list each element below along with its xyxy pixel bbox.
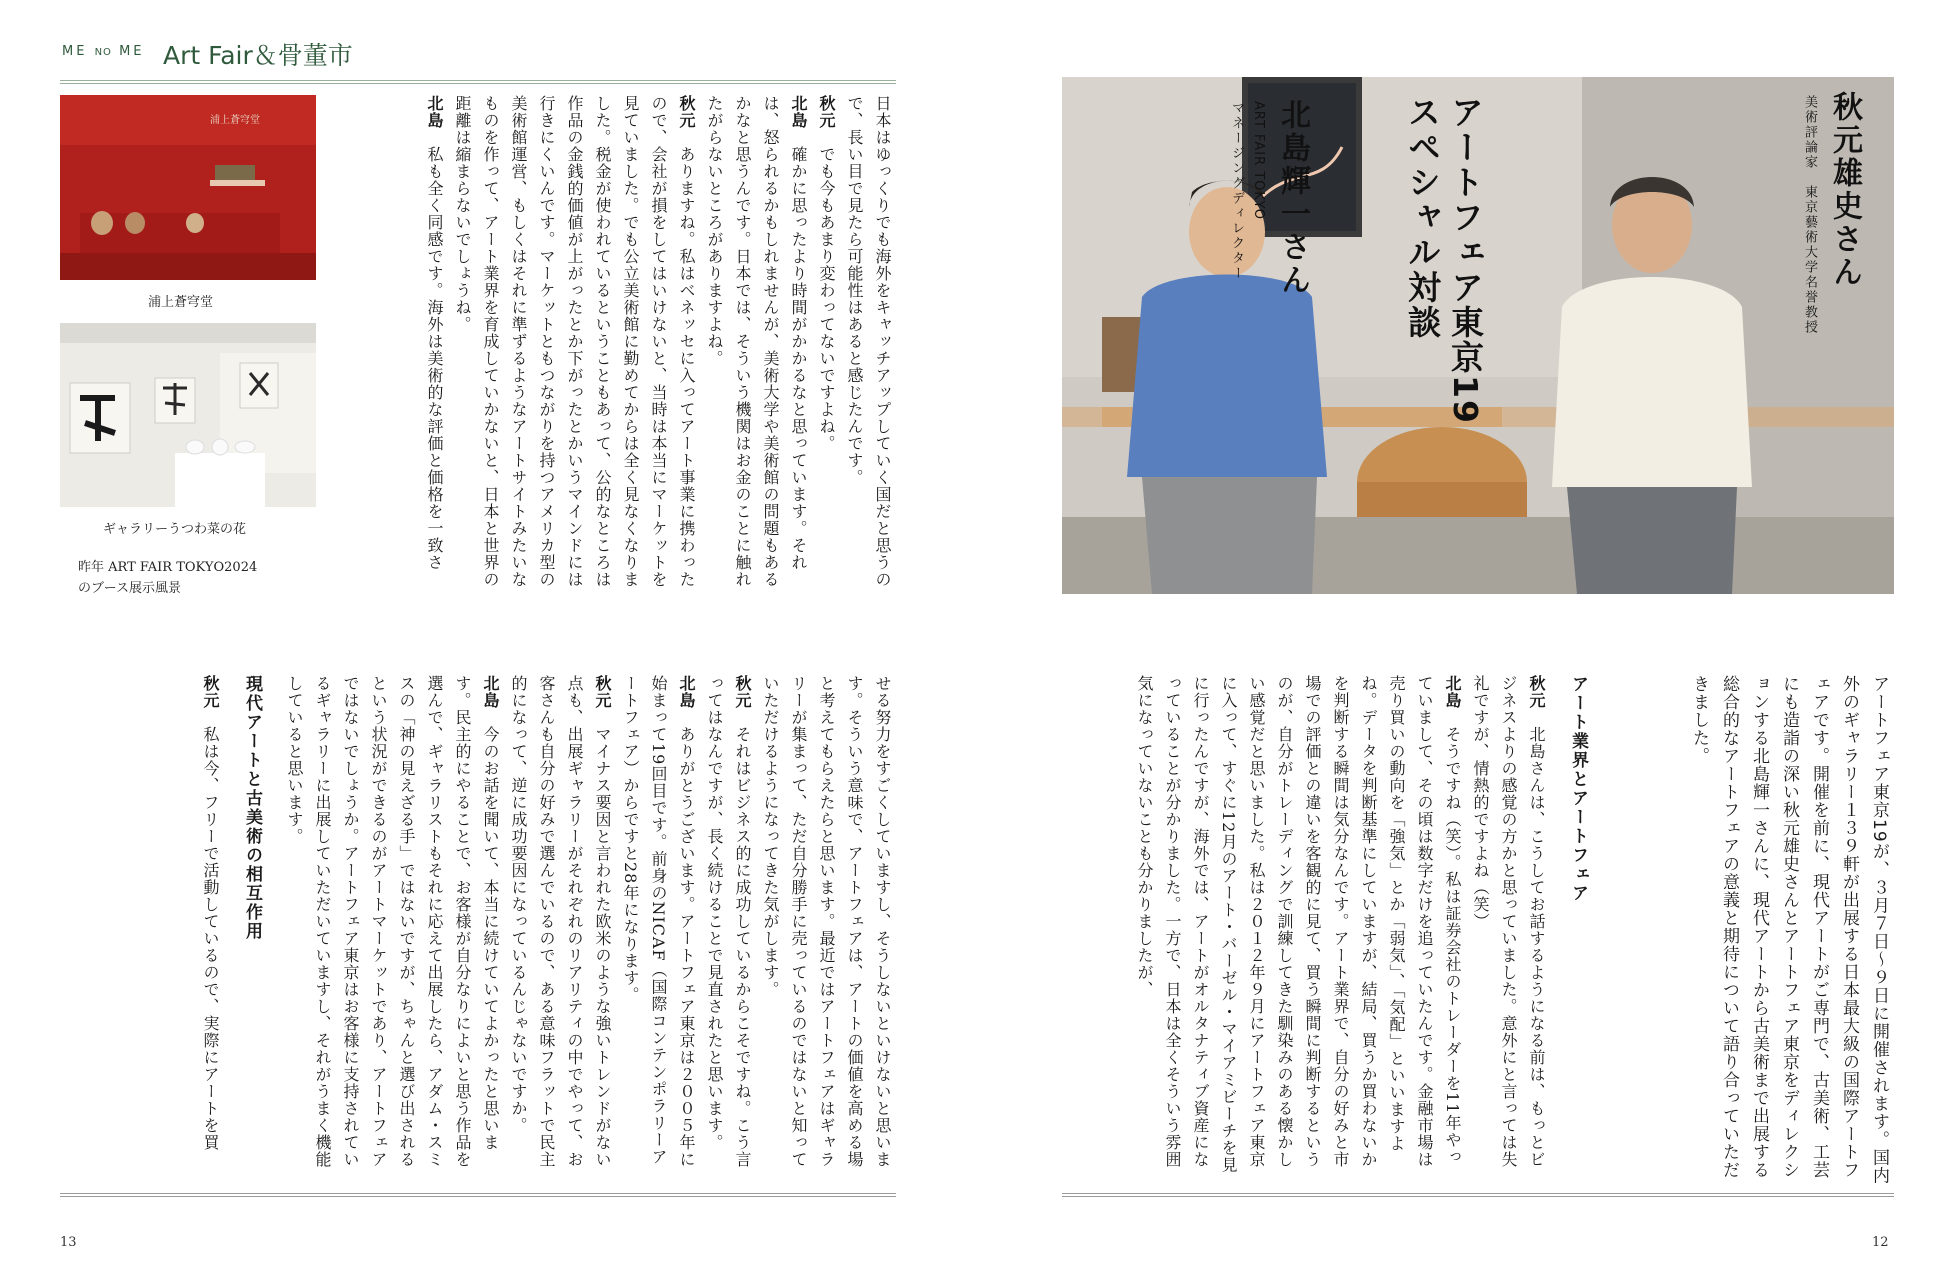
subheading-block [238, 675, 266, 1180]
paragraph-text: 北島さんは、こうしてお話するようになる前は、もっとビジネスよりの感覚の方かと思っていました。意外にと言っては失礼ですが、情熱的ですよね（笑） [1471, 675, 1546, 1168]
brand-part: ME [119, 44, 145, 59]
paragraph-text: それはビジネス的に成功しているからこそですね。こう言ってはなんですが、長く続けることで見直されたと思います。 [705, 675, 752, 1168]
paragraph [504, 675, 616, 1180]
paragraph [840, 95, 896, 595]
section-title: Art Fair＆骨董市 [163, 41, 353, 70]
brand-part: NO [94, 47, 112, 58]
paragraph [812, 95, 840, 595]
person-b-role: マネージングディレクター [1229, 101, 1244, 281]
paragraph [700, 675, 756, 1180]
photo-note-line2: のブース展示風景 [78, 581, 181, 596]
person-a-name: 秋元雄史さん [1827, 91, 1862, 289]
paragraph [1466, 675, 1550, 1180]
photo-note-line1: 昨年 ART FAIR TOKYO2024 [78, 560, 258, 575]
feature-title-line1: アートフェア東京19 [1446, 95, 1485, 425]
header-rule [60, 80, 896, 84]
paragraph [448, 95, 700, 595]
paragraph-text: 日本はゆっくりでも海外をキャッチアップしていく国だと思うので、長い目で見たら可能性はあると感じたんです。 [845, 95, 892, 588]
speaker-label: 秋元 [733, 675, 752, 709]
paragraph [196, 675, 224, 1180]
subheading-block [1564, 675, 1592, 1180]
speaker-label: 北島 [481, 675, 500, 709]
paragraph-text: ありますね。私はベネッセに入ってアート事業に携わったので、会社が損をしてはいけないと、当時は本当にマーケットを見ていました。でも公立美術館に勤めてからは全く見なくなりました。税金が使われているということもあって、公的なところは作品の金銭的価値が上がったとか下がったとかいうマインドには行きにくいんです。マーケットともつながりを持つアメリカ型の美術館運営、もしくはそれに準ずるようなアートサイトみたいなものを作って、アート業界を育成していかないと、日本と世界の距離は縮まらないでしょうね。 [453, 95, 696, 588]
paragraph [1130, 675, 1466, 1180]
paragraph [756, 675, 896, 1180]
person-a-role: 美術評論家 東京藝術大学名誉教授 [1802, 95, 1817, 335]
right-body-text [1062, 675, 1592, 1180]
svg-text:浦上蒼穹堂: 浦上蒼穹堂 [210, 115, 260, 126]
paragraph [420, 95, 448, 595]
paragraph-text: 確かに思ったより時間がかかるなと思っています。それは、怒られるかもしれませんが、美術大学や美術館の問題もあるかなと思うんです。日本では、そういう機関はお金のことに触れたがらないところがありますよね。 [705, 95, 808, 588]
speaker-label: 北島 [677, 675, 696, 709]
paragraph-text: そうですね（笑）。私は証券会社のトレーダーを11年やっていまして、その頃は数字だけを追っていたんです。金融市場は売り買いの動向を「強気」とか「弱気」、「気配」といいますよね。データを判断基準にしていますが、結局、買うか買わないかを判断する瞬間は気分なんです。アート業界で、自分の好みと市場での評価との違いを客観的に見て、買う瞬間に判断するというのが、自分がトレーディングで訓練してきた馴染みのある懐かしい感覚だと思いました。私は２０１２年９月にアートフェア東京に入って、すぐに12月のアート・バーゼル・マイアミビーチを見に行ったんですが、海外では、アートがオルタナティブ資産になっていることが分かりました。一方で、日本は全くそういう雰囲気になっていないことも分かりましたが、 [1135, 675, 1462, 1174]
lead-paragraph: アートフェア東京19が、３月７日〜９日に開催されます。国内外のギャラリー１３９軒が出展する日本最大級の国際アートフェアです。開催を前に、現代アートがご専門で、古美術、工芸にも造詣の深い秋元雄史さんとアートフェア東京をディレクションする北島輝一さんに、現代アートから古美術まで出展する総合的なアートフェアの意義と期待について語り合っていただきました。 [1689, 675, 1889, 1185]
subheading: アート業界とアートフェア [1568, 675, 1588, 903]
page-number-right: 12 [1872, 1235, 1889, 1250]
left-top-text [340, 95, 896, 595]
paragraph [616, 675, 700, 1180]
brand-part: ME [62, 44, 88, 59]
paragraph-text: 私も全く同感です。海外は美術的な評価と価格を一致さ [425, 146, 444, 571]
paragraph-text: せる努力をすごくしていますし、そうしないといけないと思います。そういう意味で、アートフェアは、アートの価値を高める場と考えてもらえたらと思います。最近ではアートフェアはギャラリーが集まって、ただ自分勝手に売っているのではないと知っていただけるようになってきた気がします。 [761, 675, 892, 1168]
speaker-label: 北島 [789, 95, 808, 129]
paragraph-text: ありがとうございます。アートフェア東京は２００５年に始まって19回目です。前身のNICAF（国際コンテンポラリーアートフェア）からですと28年になります。 [621, 675, 696, 1168]
subheading: 現代アートと古美術の相互作用 [242, 675, 262, 941]
paragraph-text: でも今もあまり変わってないですよね。 [817, 146, 836, 452]
left-footer-rule [60, 1193, 896, 1197]
booth-photo-urakami [60, 95, 316, 280]
speaker-label: 秋元 [817, 95, 836, 129]
photo-caption-urakami: 浦上蒼穹堂 [148, 295, 214, 310]
speaker-label: 秋元 [593, 675, 612, 709]
brand-logo [62, 44, 145, 59]
page-number-left: 13 [60, 1235, 77, 1250]
photo-caption-nanohana: ギャラリーうつわ菜の花 [103, 522, 247, 537]
paragraph [700, 95, 812, 595]
person-b-name: 北島輝一さん [1275, 99, 1310, 297]
paragraph-text: マイナス要因と言われた欧米のような強いトレンドがない点も、出展ギャラリーがそれぞれのリアリティの中でやって、お客さんも自分の好みで選んでいるので、ある意味フラットで民主的になって、逆に成功要因になっているんじゃないですか。 [509, 675, 612, 1168]
paragraph-text: 私は今、フリーで活動しているので、実際にアートを買 [201, 726, 220, 1151]
speaker-label: 北島 [425, 95, 444, 129]
booth-photo-nanohana [60, 323, 316, 507]
feature-title-line2: スペシャル対談 [1403, 95, 1442, 340]
right-footer-rule [1062, 1193, 1894, 1197]
speaker-label: 北島 [1443, 675, 1462, 709]
speaker-label: 秋元 [1527, 675, 1546, 709]
speaker-label: 秋元 [677, 95, 696, 129]
speaker-label: 秋元 [201, 675, 220, 709]
paragraph [280, 675, 504, 1180]
interview-photo [1062, 77, 1894, 594]
left-bottom-text [60, 675, 896, 1180]
person-b-org: ART FAIR TOKYO [1251, 101, 1266, 220]
paragraph-text: 今のお話を聞いて、本当に続けていてよかったと思います。民主的にやることで、お客様が自分なりによいと思う作品を選んで、ギャラリストもそれに応えて出展したら、アダム・スミスの「神の見えざる手」ではないですが、ちゃんと選び出されるという状況ができるのがアートマーケットであり、アートフェアではないでしょうか。アートフェア東京はお客様に支持されているギャラリーに出展していただいていますし、それがうまく機能していると思います。 [285, 675, 500, 1168]
